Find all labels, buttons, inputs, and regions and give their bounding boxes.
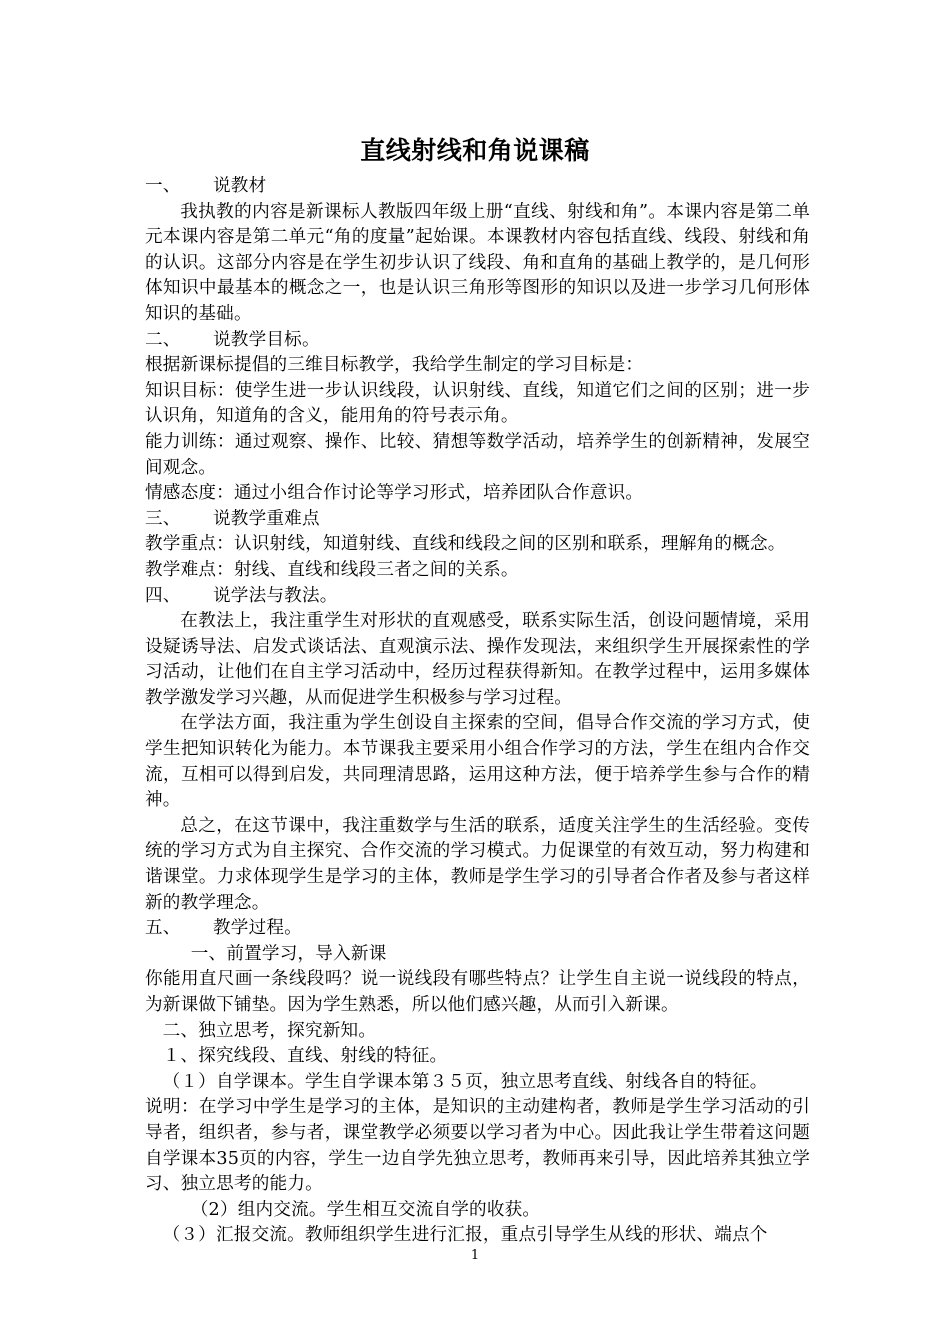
document-body — [145, 174, 810, 1249]
section-number: 一、 — [145, 176, 181, 196]
subheading: １、探究线段、直线、射线的特征。 — [162, 1046, 448, 1067]
document-title: 直线射线和角说课稿 — [360, 136, 590, 165]
paragraph: 你能用直尺画一条线段吗？说一说线段有哪些特点？让学生自主说一说线段的特点，为新课做下铺垫。因为学生熟悉，所以他们感兴趣，从而引入新课。 — [145, 969, 810, 1015]
paragraph: （１）自学课本。学生自学课本第３５页，独立思考直线、射线各自的特征。 — [162, 1071, 768, 1092]
section-title: 说教学目标。 — [213, 329, 320, 350]
paragraph: 说明：在学习中学生是学习的主体，是知识的主动建构者，教师是学生学习活动的引导者，组织者，参与者，课堂教学必须要以学习者为中心。因此我让学生带着这问题自学课本35页的内容，学生一边自学先独立思考，教师再来引导，因此培养其独立学习、独立思考的能力。 — [145, 1097, 810, 1195]
paragraph: 教学重点：认识射线，知道射线、直线和线段之间的区别和联系，理解角的概念。 — [145, 534, 786, 555]
section-number: 二、 — [145, 329, 181, 350]
subheading: 一、前置学习，导入新课 — [190, 943, 387, 964]
paragraph: 情感态度：通过小组合作讨论等学习形式，培养团队合作意识。 — [145, 483, 644, 504]
page-number: 1 — [470, 1248, 480, 1263]
paragraph: 根据新课标提倡的三维目标教学，我给学生制定的学习目标是： — [145, 355, 644, 376]
section-title: 教学过程。 — [213, 918, 302, 939]
section-title: 说教学重难点 — [213, 508, 320, 529]
paragraph: 能力训练：通过观察、操作、比较、猜想等数学活动，培养学生的创新精神，发展空间观念。 — [145, 431, 810, 478]
section-heading-3 — [145, 507, 810, 533]
section-title: 说学法与教法。 — [213, 585, 338, 606]
paragraph: 总之，在这节课中，我注重数学与生活的联系，适度关注学生的生活经验。变传统的学习方式为自主探究、合作交流的学习模式。力促课堂的有效互动，努力构建和谐课堂。力求体现学生是学习的主体，教师是学生学习的引导者合作者及参与者这样新的教学理念。 — [145, 815, 810, 913]
section-title: 说教材 — [213, 176, 267, 196]
section-heading-4 — [145, 584, 810, 610]
paragraph: 我执教的内容是新课标人教版四年级上册“直线、射线和角”。本课内容是第二单元本课内容是第二单元“角的度量”起始课。本课教材内容包括直线、线段、射线和角的认识。这部分内容是在学生初步认识了线段、角和直角的基础上教学的，是几何形体知识中最基本的概念之一，也是认识三角形等图形的知识以及进一步学习几何形体知识的基础。 — [145, 201, 810, 324]
section-heading-5 — [145, 916, 810, 942]
paragraph: （３）汇报交流。教师组织学生进行汇报，重点引导学生从线的形状、端点个 — [162, 1225, 768, 1246]
section-number: 五、 — [145, 918, 181, 939]
section-number: 三、 — [145, 508, 181, 529]
paragraph: 在教法上，我注重学生对形状的直观感受，联系实际生活，创设问题情境，采用设疑诱导法、启发式谈话法、直观演示法、操作发现法，来组织学生开展探索性的学习活动，让他们在自主学习活动中，经历过程获得新知。在教学过程中，运用多媒体教学激发学习兴趣，从而促进学生积极参与学习过程。 — [145, 611, 810, 708]
section-heading-2 — [145, 328, 810, 354]
paragraph: 在学法方面，我注重为学生创设自主探索的空间，倡导合作交流的学习方式，使学生把知识转化为能力。本节课我主要采用小组合作学习的方法，学生在组内合作交流，互相可以得到启发，共同理清思路，运用这种方法，便于培养学生参与合作的精神。 — [145, 713, 810, 811]
paragraph: （2）组内交流。学生相互交流自学的收获。 — [190, 1199, 541, 1220]
paragraph: 教学难点：射线、直线和线段三者之间的关系。 — [145, 559, 519, 580]
section-heading-1 — [145, 174, 810, 200]
section-number: 四、 — [145, 585, 181, 606]
subheading: 二、独立思考，探究新知。 — [162, 1020, 377, 1041]
paragraph: 知识目标：使学生进一步认识线段，认识射线、直线，知道它们之间的区别；进一步认识角，知道角的含义，能用角的符号表示角。 — [145, 380, 810, 427]
